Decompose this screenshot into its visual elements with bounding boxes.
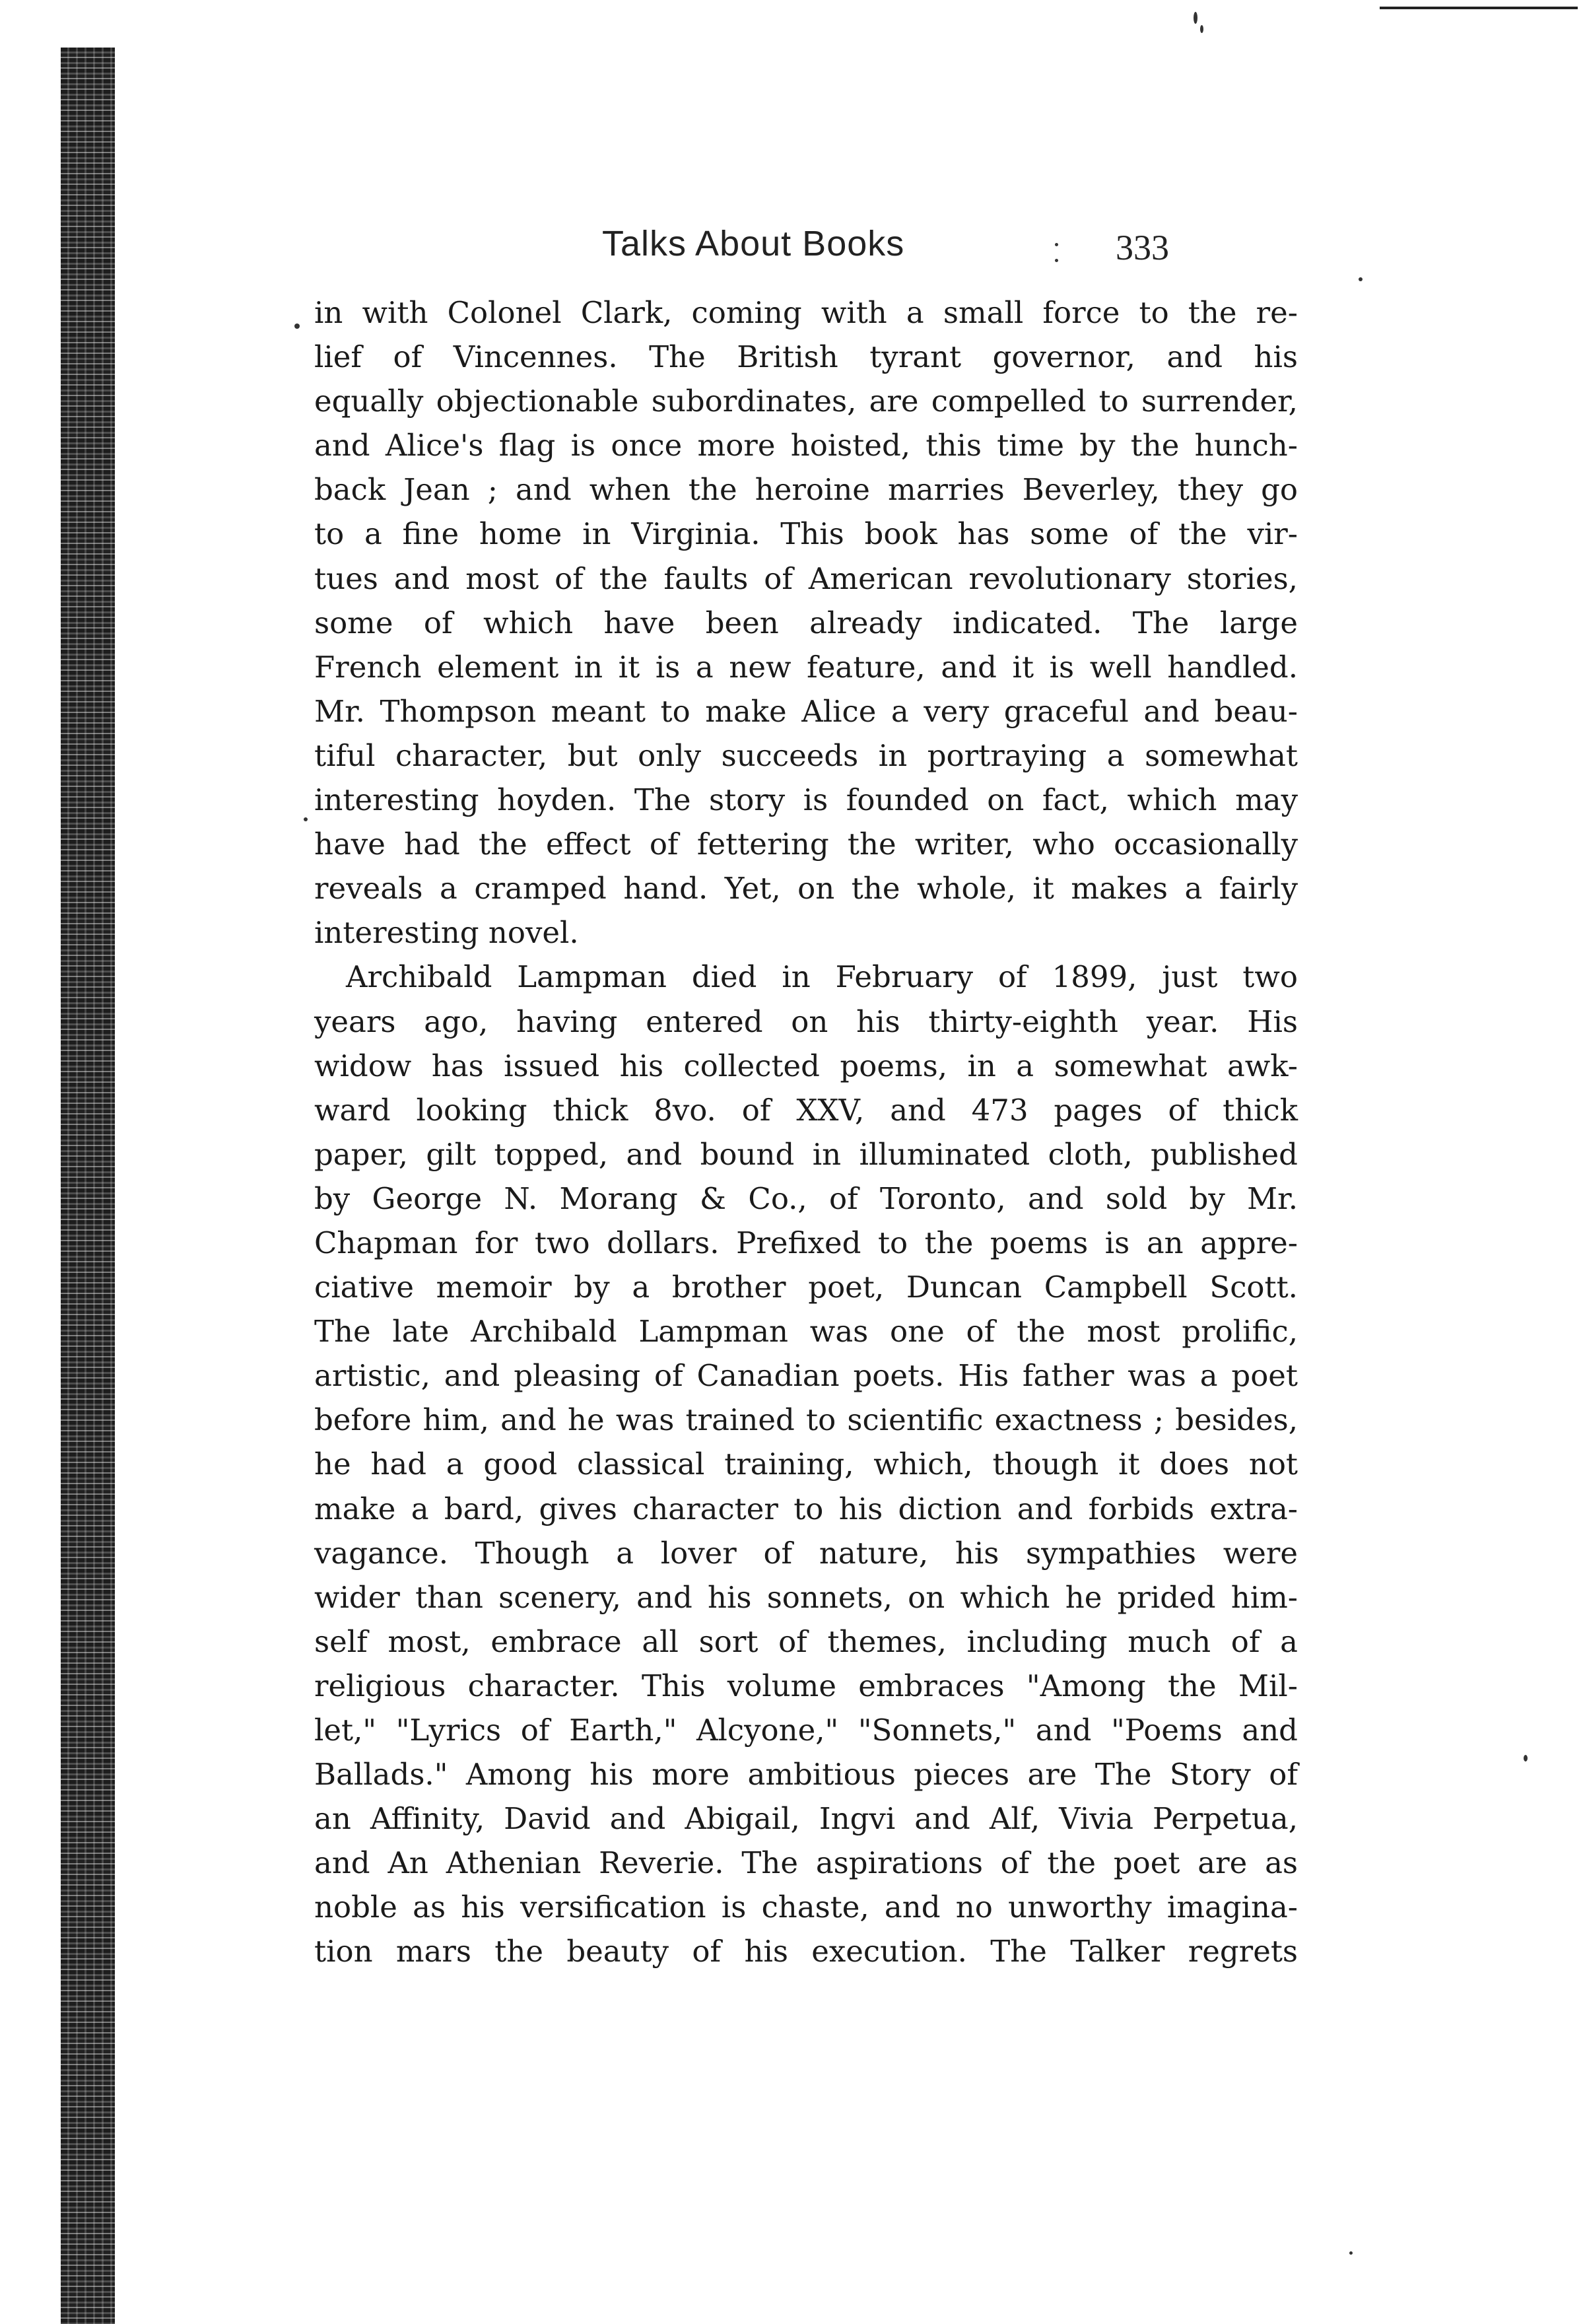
text-line: by George N. Morang & Co., of Toronto, and sold by Mr. [314,1180,1298,1216]
speck-mark [1524,1755,1528,1761]
text-line: equally objectionable subordinates, are compelled to surrender, [314,384,1298,419]
page-number: 333 [1116,228,1169,267]
text-line: French element in it is a new feature, and it is well handled. [314,649,1298,685]
running-head [317,218,1300,277]
text-line: ciative memoir by a brother poet, Duncan Campbell Scott. [314,1270,1298,1305]
text-line: religious character. This volume embraces "Among the Mil- [314,1668,1298,1703]
text-line: back Jean ; and when the heroine marries Beverley, they go [314,472,1298,508]
speck-mark [1200,25,1203,33]
page-binding-edge [61,48,115,2324]
text-line: to a fine home in Virginia. This book has some of the vir- [314,516,1298,552]
text-line: before him, and he was trained to scientific exactness ; besides, [314,1402,1298,1438]
running-title: Talks About Books [602,224,905,263]
text-line: an Affinity, David and Abigail, Ingvi and Alf, Vivia Perpetua, [314,1801,1298,1837]
text-line: Chapman for two dollars. Prefixed to the poems is an appre- [314,1225,1298,1260]
text-line: and Alice's flag is once more hoisted, this time by the hunch- [314,428,1298,463]
speck-mark [304,817,308,821]
text-line: interesting hoyden. The story is founded on fact, which may [314,782,1298,818]
speck-mark [1349,2251,1353,2255]
text-line: make a bard, gives character to his diction and forbids extra- [314,1491,1298,1526]
text-line: ward looking thick 8vo. of XXV, and 473 pages of thick [314,1092,1298,1128]
body-text [314,290,1298,1974]
text-line: Ballads." Among his more ambitious pieces are The Story of [314,1757,1298,1793]
text-line: tion mars the beauty of his execution. The Talker regrets [314,1934,1298,1969]
text-line: tiful character, but only succeeds in portraying a somewhat [314,737,1298,773]
speck-mark [1194,12,1197,24]
text-line: interesting novel. [314,915,579,951]
text-line: have had the effect of fettering the writer, who occasionally [314,827,1298,862]
text-line: noble as his versification is chaste, and no unworthy imagina- [314,1890,1298,1925]
text-line: vagance. Though a lover of nature, his sympathies were [314,1535,1298,1571]
speck-mark [1359,277,1363,281]
text-line: and An Athenian Reverie. The aspirations of the poet are as [314,1845,1298,1881]
text-line: some of which have been already indicated. The large [314,605,1298,640]
text-line: reveals a cramped hand. Yet, on the whole, it makes a fairly [314,871,1298,906]
text-line: artistic, and pleasing of Canadian poets. His father was a poet [314,1358,1298,1394]
text-line: paper, gilt topped, and bound in illuminated cloth, published [314,1136,1298,1172]
text-line: years ago, having entered on his thirty-eighth year. His [314,1004,1298,1039]
text-line: self most, embrace all sort of themes, including much of a [314,1623,1298,1659]
text-line: widow has issued his collected poems, in a somewhat awk- [314,1048,1298,1083]
text-line: The late Archibald Lampman was one of the most prolific, [314,1314,1298,1350]
text-line: tues and most of the faults of American revolutionary stories, [314,561,1298,596]
text-line: lief of Vincennes. The British tyrant governor, and his [314,339,1298,375]
text-line: Archibald Lampman died in February of 1899, just two [346,959,1298,995]
text-line: in with Colonel Clark, coming with a small force to the re- [314,295,1298,330]
text-line: wider than scenery, and his sonnets, on which he prided him- [314,1579,1298,1615]
text-line: let," "Lyrics of Earth," Alcyone," "Sonnets," and "Poems and [314,1713,1298,1748]
speck-mark [294,324,300,329]
top-rule [1380,7,1578,9]
text-line: he had a good classical training, which, though it does not [314,1447,1298,1482]
text-line: Mr. Thompson meant to make Alice a very graceful and beau- [314,693,1298,729]
